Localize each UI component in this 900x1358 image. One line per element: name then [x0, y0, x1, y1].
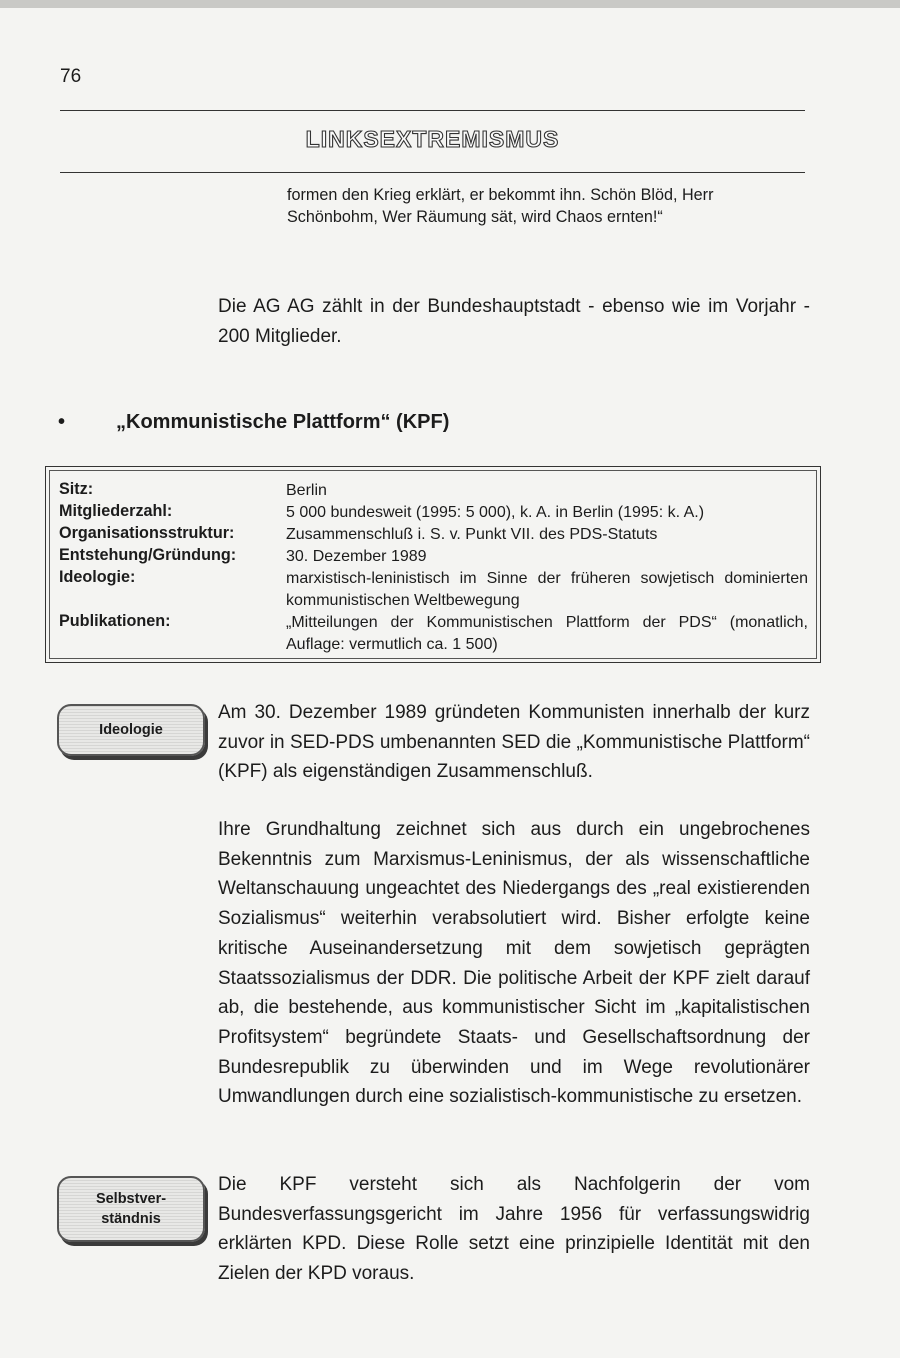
members-paragraph: Die AG AG zählt in der Bundeshauptstadt - ebenso wie im Vorjahr - 200 Mitglieder. — [218, 296, 810, 347]
scan-top-edge — [0, 0, 900, 8]
paragraph-selbstverstaendnis: Die KPF versteht sich als Nachfolgerin der vom Bundesverfassungsgericht im Jahre 1956 für verfassungswidrig erklärten KPD. Diese Rolle setzt eine prinzipielle Identität mit den Zielen der KPD voraus. — [218, 1174, 810, 1285]
info-label-ideologie: Ideologie: — [59, 568, 136, 586]
paragraph-ideologie: Am 30. Dezember 1989 gründeten Kommunisten innerhalb der kurz zuvor in SED-PDS umbenannten SED die „Kommunistische Plattform“ (KPF) als eigenständigen Zusammenschluß. — [218, 702, 810, 783]
margin-tag-line-1: Selbstver- — [95, 1191, 167, 1207]
header-rule-bottom — [60, 172, 805, 173]
page-number: 76 — [60, 66, 82, 87]
info-value-entstehung: 30. Dezember 1989 — [286, 548, 427, 565]
info-value-organisationsstruktur: Zusammenschluß i. S. v. Punkt VII. des PDS-Statuts — [286, 526, 658, 543]
info-label-mitgliederzahl: Mitgliederzahl: — [59, 502, 173, 520]
info-label-publikationen: Publikationen: — [59, 612, 171, 630]
paragraph-grundhaltung: Ihre Grundhaltung zeichnet sich aus durch ein ungebrochenes Bekenntnis zum Marxismus-Leninismus, der als wissenschaftliche Weltanschauung ungeachtet des Niedergangs des „real existierenden Sozialismus“ weiterhin verabsolutiert wird. Bisher erfolgte keine kritische Auseinandersetzung mit dem sowjetisch geprägten Staatssozialismus der DDR. Die politische Arbeit der KPF zielt darauf ab, die bestehende, aus kommunistischer Sicht im „kapitalistischen Profitsystem“ begründete Staats- und Gesellschaftsordnung der Bundesrepublik zu überwinden und im Wege revolutionärer Umwandlungen durch eine sozialistisch-kommunistische zu ersetzen. — [218, 819, 810, 1108]
margin-tag-selbstverstaendnis — [57, 1176, 205, 1242]
info-label-sitz: Sitz: — [59, 480, 94, 498]
header-rule-top — [60, 110, 805, 111]
margin-tag-ideologie — [57, 704, 205, 756]
section-heading-text: „Kommunistische Plattform“ (KPF) — [116, 411, 450, 433]
info-label-organisationsstruktur: Organisationsstruktur: — [59, 524, 235, 542]
margin-tag-line-2: ständnis — [101, 1211, 161, 1227]
quote-continuation: formen den Krieg erklärt, er bekommt ihn. Schön Blöd, Herr Schönbohm, Wer Räumung sät, wird Chaos ernten!“ — [287, 186, 714, 226]
margin-tag-ideologie-label: Ideologie — [99, 722, 163, 738]
info-label-entstehung: Entstehung/Gründung: — [59, 546, 237, 564]
info-value-mitgliederzahl: 5 000 bundesweit (1995: 5 000), k. A. in Berlin (1995: k. A.) — [286, 504, 705, 521]
info-value-publikationen: „Mitteilungen der Kommunistischen Plattform der PDS“ (monatlich, Auflage: vermutlich ca. 1 500) — [286, 614, 808, 653]
section-heading — [58, 411, 449, 434]
running-header-title: LINKSEXTREMISMUS — [305, 126, 560, 152]
info-value-sitz: Berlin — [286, 482, 327, 499]
info-value-ideologie: marxistisch-leninistisch im Sinne der früheren sowjetisch dominierten kommunistischen Weltbewegung — [286, 570, 808, 609]
bullet-icon: • — [58, 411, 66, 433]
margin-tag-selbstverstaendnis-label — [96, 1189, 166, 1229]
